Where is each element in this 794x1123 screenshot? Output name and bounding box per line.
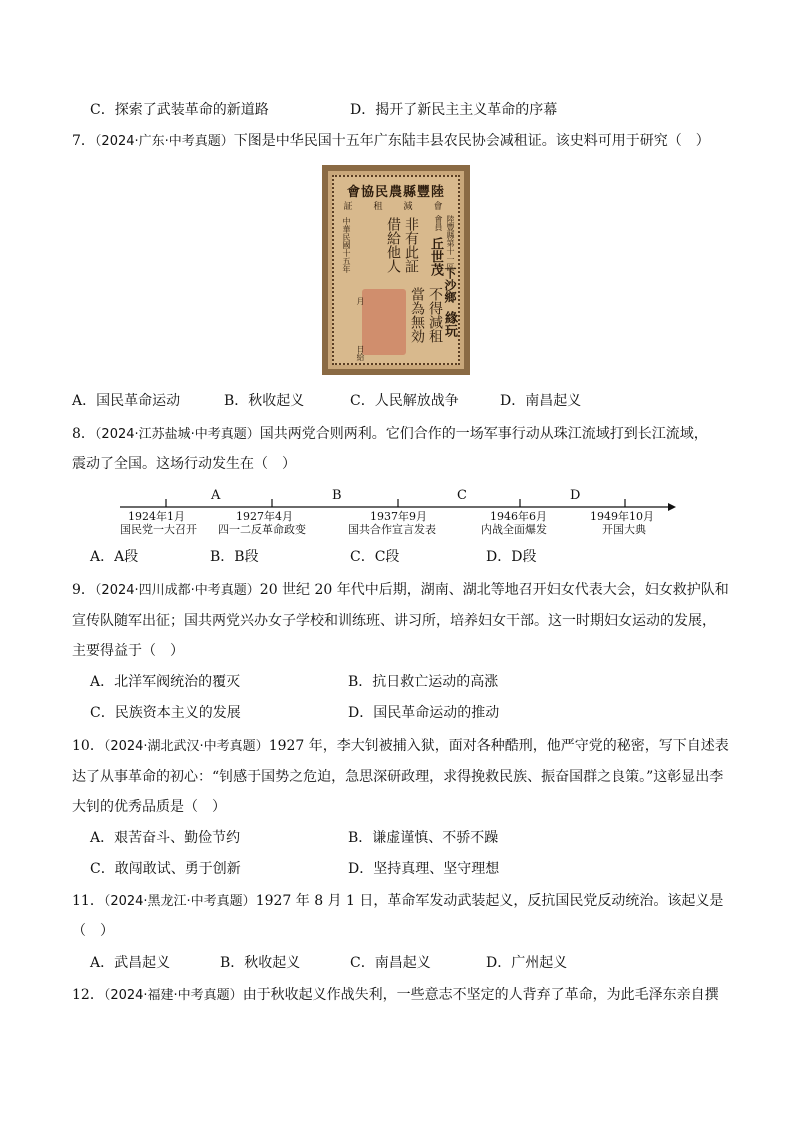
q6-option-c: C．探索了武装革命的新道路: [90, 102, 269, 118]
q10-option-b: B．谦虚谨慎、不骄不躁: [348, 830, 499, 846]
tl-event-1: 国民党一大召开: [120, 523, 197, 536]
q12-text1: 由于秋收起义作战失利，一些意志不坚定的人背弃了革命，为此毛泽东亲自撰: [242, 987, 719, 1003]
q11-stem-line1: [72, 891, 723, 912]
q7-option-a: A．国民革命运动: [72, 393, 181, 409]
tl-date-3: 1937年9月: [370, 510, 427, 523]
q11-option-c: C．南昌起义: [350, 955, 431, 971]
q10-stem-line1: [72, 736, 729, 757]
q7-number: 7．: [72, 133, 95, 149]
q7-text: 下图是中华民国十五年广东陆丰县农民协会减租证。该史料可用于研究（ ）: [233, 133, 710, 149]
q9-stem-line3: 主要得益于（ ）: [72, 643, 184, 659]
q10-option-d: D．坚持真理、坚守理想: [348, 861, 500, 877]
cert-village: 下沙鄉: [443, 267, 457, 303]
q11-option-d: D．广州起义: [486, 955, 568, 971]
q7-stem: [72, 131, 710, 152]
q9-source: （2024·四川成都·中考真题）: [94, 583, 260, 598]
tl-event-4: 内战全面爆发: [481, 523, 547, 536]
q11-source: （2024·黑龙江·中考真题）: [103, 894, 256, 909]
q10-source: （2024·湖北武汉·中考真题）: [103, 739, 269, 754]
q11-option-a: A．武昌起义: [90, 955, 171, 971]
q8-stem-line1: [72, 424, 708, 445]
q8-stem-line2: 震动了全国。这场行动发生在（ ）: [72, 456, 296, 472]
segment-a: A: [211, 488, 221, 503]
cert-red-stamp: [362, 289, 406, 355]
q7-option-d: D．南昌起义: [500, 393, 582, 409]
cert-date-day: 日給: [356, 345, 365, 361]
q7-source: （2024·广东·中考真题）: [94, 134, 234, 149]
q8-option-c: C．C段: [350, 549, 400, 565]
timeline-arrow-icon: [668, 503, 676, 511]
q12-stem-line1: [72, 985, 719, 1006]
q8-text1: 国共两党合则两利。它们合作的一场军事行动从珠江流域打到长江流域，: [259, 426, 708, 442]
cert-subtitle: 証 租 減 會: [343, 202, 449, 212]
tl-date-4: 1946年6月: [490, 510, 547, 523]
cert-phrase1a: 非有此証: [403, 217, 419, 273]
tl-event-2: 四一二反革命政变: [218, 523, 306, 536]
cert-phrase2a: 不得減租: [427, 287, 443, 343]
q11-option-b: B．秋收起义: [220, 955, 301, 971]
q9-option-a: A．北洋军阀统治的覆灭: [90, 674, 241, 690]
cert-date-year: 中華民國十五年: [342, 217, 351, 273]
q12-source: （2024·福建·中考真题）: [103, 988, 243, 1003]
q10-option-a: A．艰苦奋斗、勤俭节约: [90, 830, 241, 846]
cert-phrase2b: 當為無効: [409, 287, 425, 343]
q6-option-d: D．揭开了新民主主义革命的序幕: [350, 102, 558, 118]
q10-text1: 1927 年，李大钊被捕入狱，面对各种酷刑，他严守党的秘密，写下自述表: [268, 738, 729, 754]
q8-source: （2024·江苏盐城·中考真题）: [94, 427, 260, 442]
tl-date-5: 1949年10月: [590, 510, 654, 523]
q10-number: 10．: [72, 738, 104, 754]
q7-option-c: C．人民解放战争: [350, 393, 459, 409]
q9-option-b: B．抗日救亡运动的高涨: [348, 674, 499, 690]
q9-option-c: C．民族资本主义的发展: [90, 705, 241, 721]
q8-option-d: D．D段: [486, 549, 537, 565]
q8-option-a: A．A段: [90, 549, 139, 565]
q11-text1: 1927 年 8 月 1 日，革命军发动武装起义，反抗国民党反动统治。该起义是: [255, 893, 724, 909]
segment-b: B: [332, 488, 342, 503]
cert-member-name: 丘世茂: [428, 237, 443, 276]
tl-event-5: 开国大典: [602, 523, 646, 536]
q9-number: 9．: [72, 582, 95, 598]
q9-stem-line1: [72, 580, 729, 601]
cert-date-month: 月: [356, 297, 365, 305]
segment-d: D: [570, 488, 581, 503]
cert-stub: 緣玩: [442, 311, 457, 337]
rent-reduction-certificate-image: [322, 165, 470, 375]
tl-date-1: 1924年1月: [128, 510, 185, 523]
segment-c: C: [457, 488, 467, 503]
q10-stem-line3: 大钊的优秀品质是（ ）: [72, 799, 226, 815]
cert-title: 會協民農縣豐陸: [346, 185, 445, 200]
q8-option-b: B．B段: [210, 549, 259, 565]
q9-option-d: D．国民革命运动的推动: [348, 705, 500, 721]
q8-number: 8．: [72, 426, 95, 442]
cert-member-label: 會員: [434, 215, 443, 231]
tl-event-3: 国共合作宣言发表: [348, 523, 436, 536]
q10-stem-line2: 达了从事革命的初心：“钊感于国势之危迫，急思深研政理，求得挽救民族、振奋国群之良策。”这彰显出李: [72, 769, 724, 785]
tl-date-2: 1927年4月: [236, 510, 293, 523]
q10-option-c: C．敢闯敢试、勇于创新: [90, 861, 241, 877]
q12-number: 12．: [72, 987, 104, 1003]
cert-district: 陸豐縣第十一區: [446, 215, 455, 271]
q7-option-b: B．秋收起义: [224, 393, 305, 409]
q9-stem-line2: 宣传队随军出征；国共两党兴办女子学校和训练班、讲习所，培养妇女干部。这一时期妇女运动的发展，: [72, 613, 716, 629]
cert-phrase1b: 借給他人: [385, 217, 401, 273]
q9-text1: 20 世纪 20 年代中后期，湖南、湖北等地召开妇女代表大会，妇女救护队和: [259, 582, 729, 598]
q11-number: 11．: [72, 893, 104, 909]
q11-stem-line2: （ ）: [72, 923, 114, 939]
